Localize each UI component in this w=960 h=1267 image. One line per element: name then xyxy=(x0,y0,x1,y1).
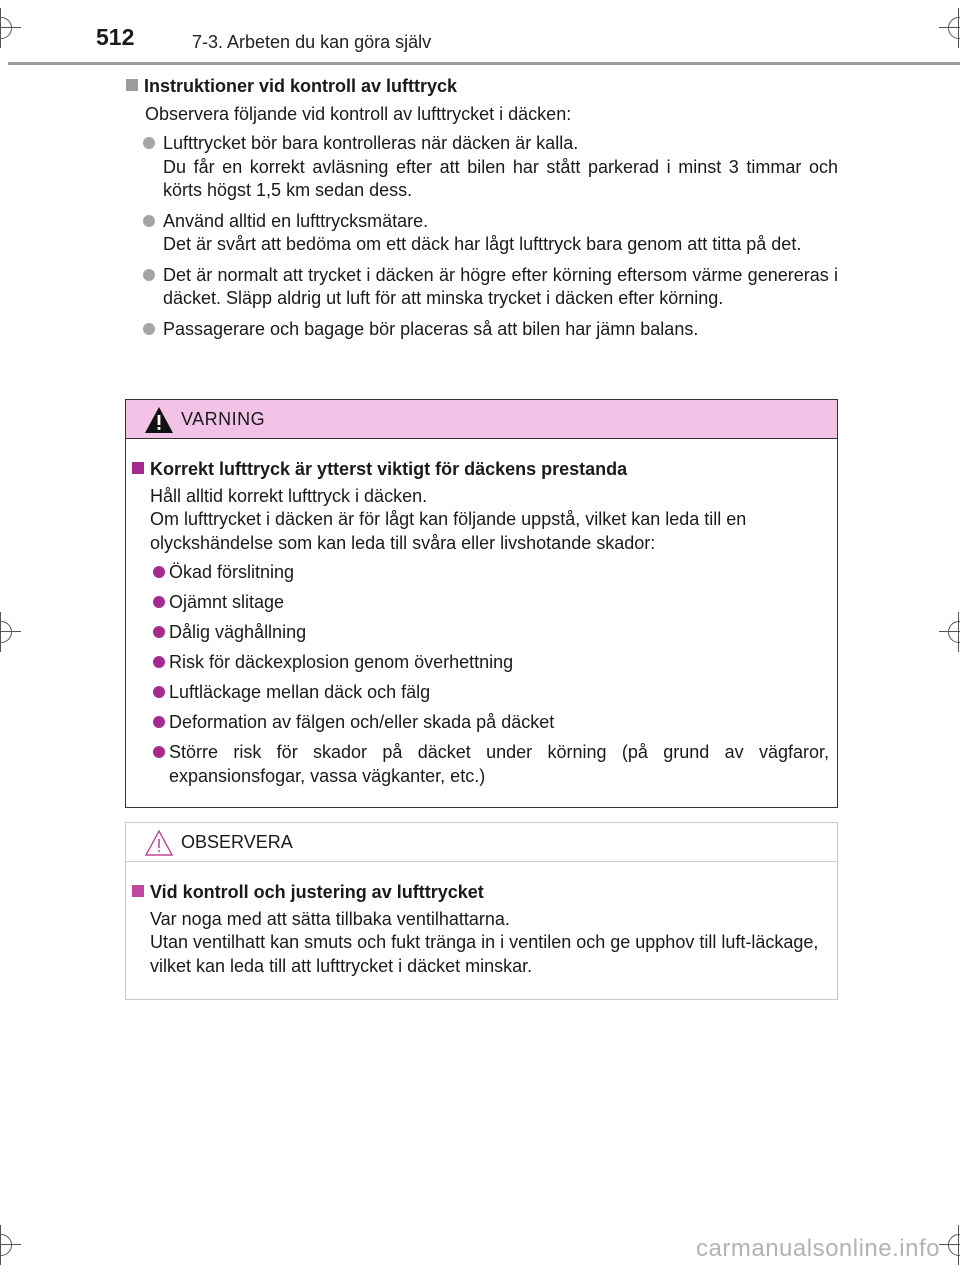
list-item: Passagerare och bagage bör placeras så att bilen har jämn balans. xyxy=(126,318,838,342)
list-item: Dålig väghållning xyxy=(132,621,829,645)
warning-title: VARNING xyxy=(181,409,266,429)
square-bullet-icon xyxy=(132,462,144,474)
list-item: Ojämnt slitage xyxy=(132,591,829,615)
circle-bullet-icon xyxy=(143,137,155,149)
circle-bullet-icon xyxy=(153,626,165,638)
page-number: 512 xyxy=(96,24,135,50)
warning-intro: Håll alltid korrekt lufttryck i däcken. Om lufttrycket i däcken är för lågt kan följande uppstå, vilket kan leda till en olyckshändelse som kan leda till svåra eller livshotande skador: xyxy=(150,485,747,553)
circle-bullet-icon xyxy=(153,656,165,668)
section-intro: Observera följande vid kontroll av lufttrycket i däcken: xyxy=(145,103,572,124)
circle-bullet-icon xyxy=(153,596,165,608)
warning-header xyxy=(126,400,837,439)
square-bullet-icon xyxy=(132,885,144,897)
registration-mark xyxy=(0,8,21,48)
section-heading: Instruktioner vid kontroll av lufttryck xyxy=(126,75,838,99)
warning-heading: Korrekt lufttryck är ytterst viktigt för däckens prestanda xyxy=(132,458,829,482)
list-item: Större risk för skador på däcket under körning (på grund av vägfaror, expansionsfogar, vassa vägkanter, etc.) xyxy=(132,741,829,788)
warning-body xyxy=(126,439,837,788)
notice-box xyxy=(125,822,838,1000)
main-section xyxy=(126,72,838,348)
list-item: Luftläckage mellan däck och fälg xyxy=(132,681,829,705)
notice-heading: Vid kontroll och justering av lufttrycket xyxy=(132,881,829,905)
list-item: Ökad förslitning xyxy=(132,561,829,585)
registration-mark xyxy=(939,1225,960,1265)
list-item: Deformation av fälgen och/eller skada på däcket xyxy=(132,711,829,735)
registration-mark xyxy=(0,612,21,652)
check-list xyxy=(126,132,838,341)
list-item: Det är normalt att trycket i däcken är högre efter körning eftersom värme genereras i däcket. Släpp aldrig ut luft för att minska trycket i däcken efter körning. xyxy=(126,264,838,311)
list-item: Risk för däckexplosion genom överhettning xyxy=(132,651,829,675)
header-divider xyxy=(8,62,960,65)
list-item: Använd alltid en lufttrycksmätare. Det är svårt att bedöma om ett däck har lågt lufttryck bara genom att titta på det. xyxy=(126,210,838,257)
circle-bullet-icon xyxy=(143,269,155,281)
circle-bullet-icon xyxy=(153,716,165,728)
notice-header xyxy=(126,823,837,862)
circle-bullet-icon xyxy=(143,215,155,227)
registration-mark xyxy=(939,612,960,652)
warning-triangle-icon xyxy=(144,406,174,434)
registration-mark xyxy=(939,8,960,48)
watermark: carmanualsonline.info xyxy=(696,1235,940,1262)
circle-bullet-icon xyxy=(153,566,165,578)
registration-mark xyxy=(0,1225,21,1265)
notice-body xyxy=(126,862,837,978)
circle-bullet-icon xyxy=(153,746,165,758)
notice-text: Var noga med att sätta tillbaka ventilhattarna. Utan ventilhatt kan smuts och fukt tränga in i ventilen och ge upphov till luft-läckage, vilket kan leda till att lufttrycket i däcket minskar. xyxy=(150,908,819,976)
square-bullet-icon xyxy=(126,79,138,91)
circle-bullet-icon xyxy=(153,686,165,698)
warning-list xyxy=(132,561,829,788)
circle-bullet-icon xyxy=(143,323,155,335)
warning-box xyxy=(125,399,838,808)
chapter-title: 7-3. Arbeten du kan göra själv xyxy=(192,32,432,52)
caution-triangle-icon xyxy=(144,829,174,857)
list-item: Lufttrycket bör bara kontrolleras när däcken är kalla. Du får en korrekt avläsning efter att bilen har stått parkerad i minst 3 timmar och körts högst 1,5 km sedan dess. xyxy=(126,132,838,203)
notice-title: OBSERVERA xyxy=(181,832,293,852)
